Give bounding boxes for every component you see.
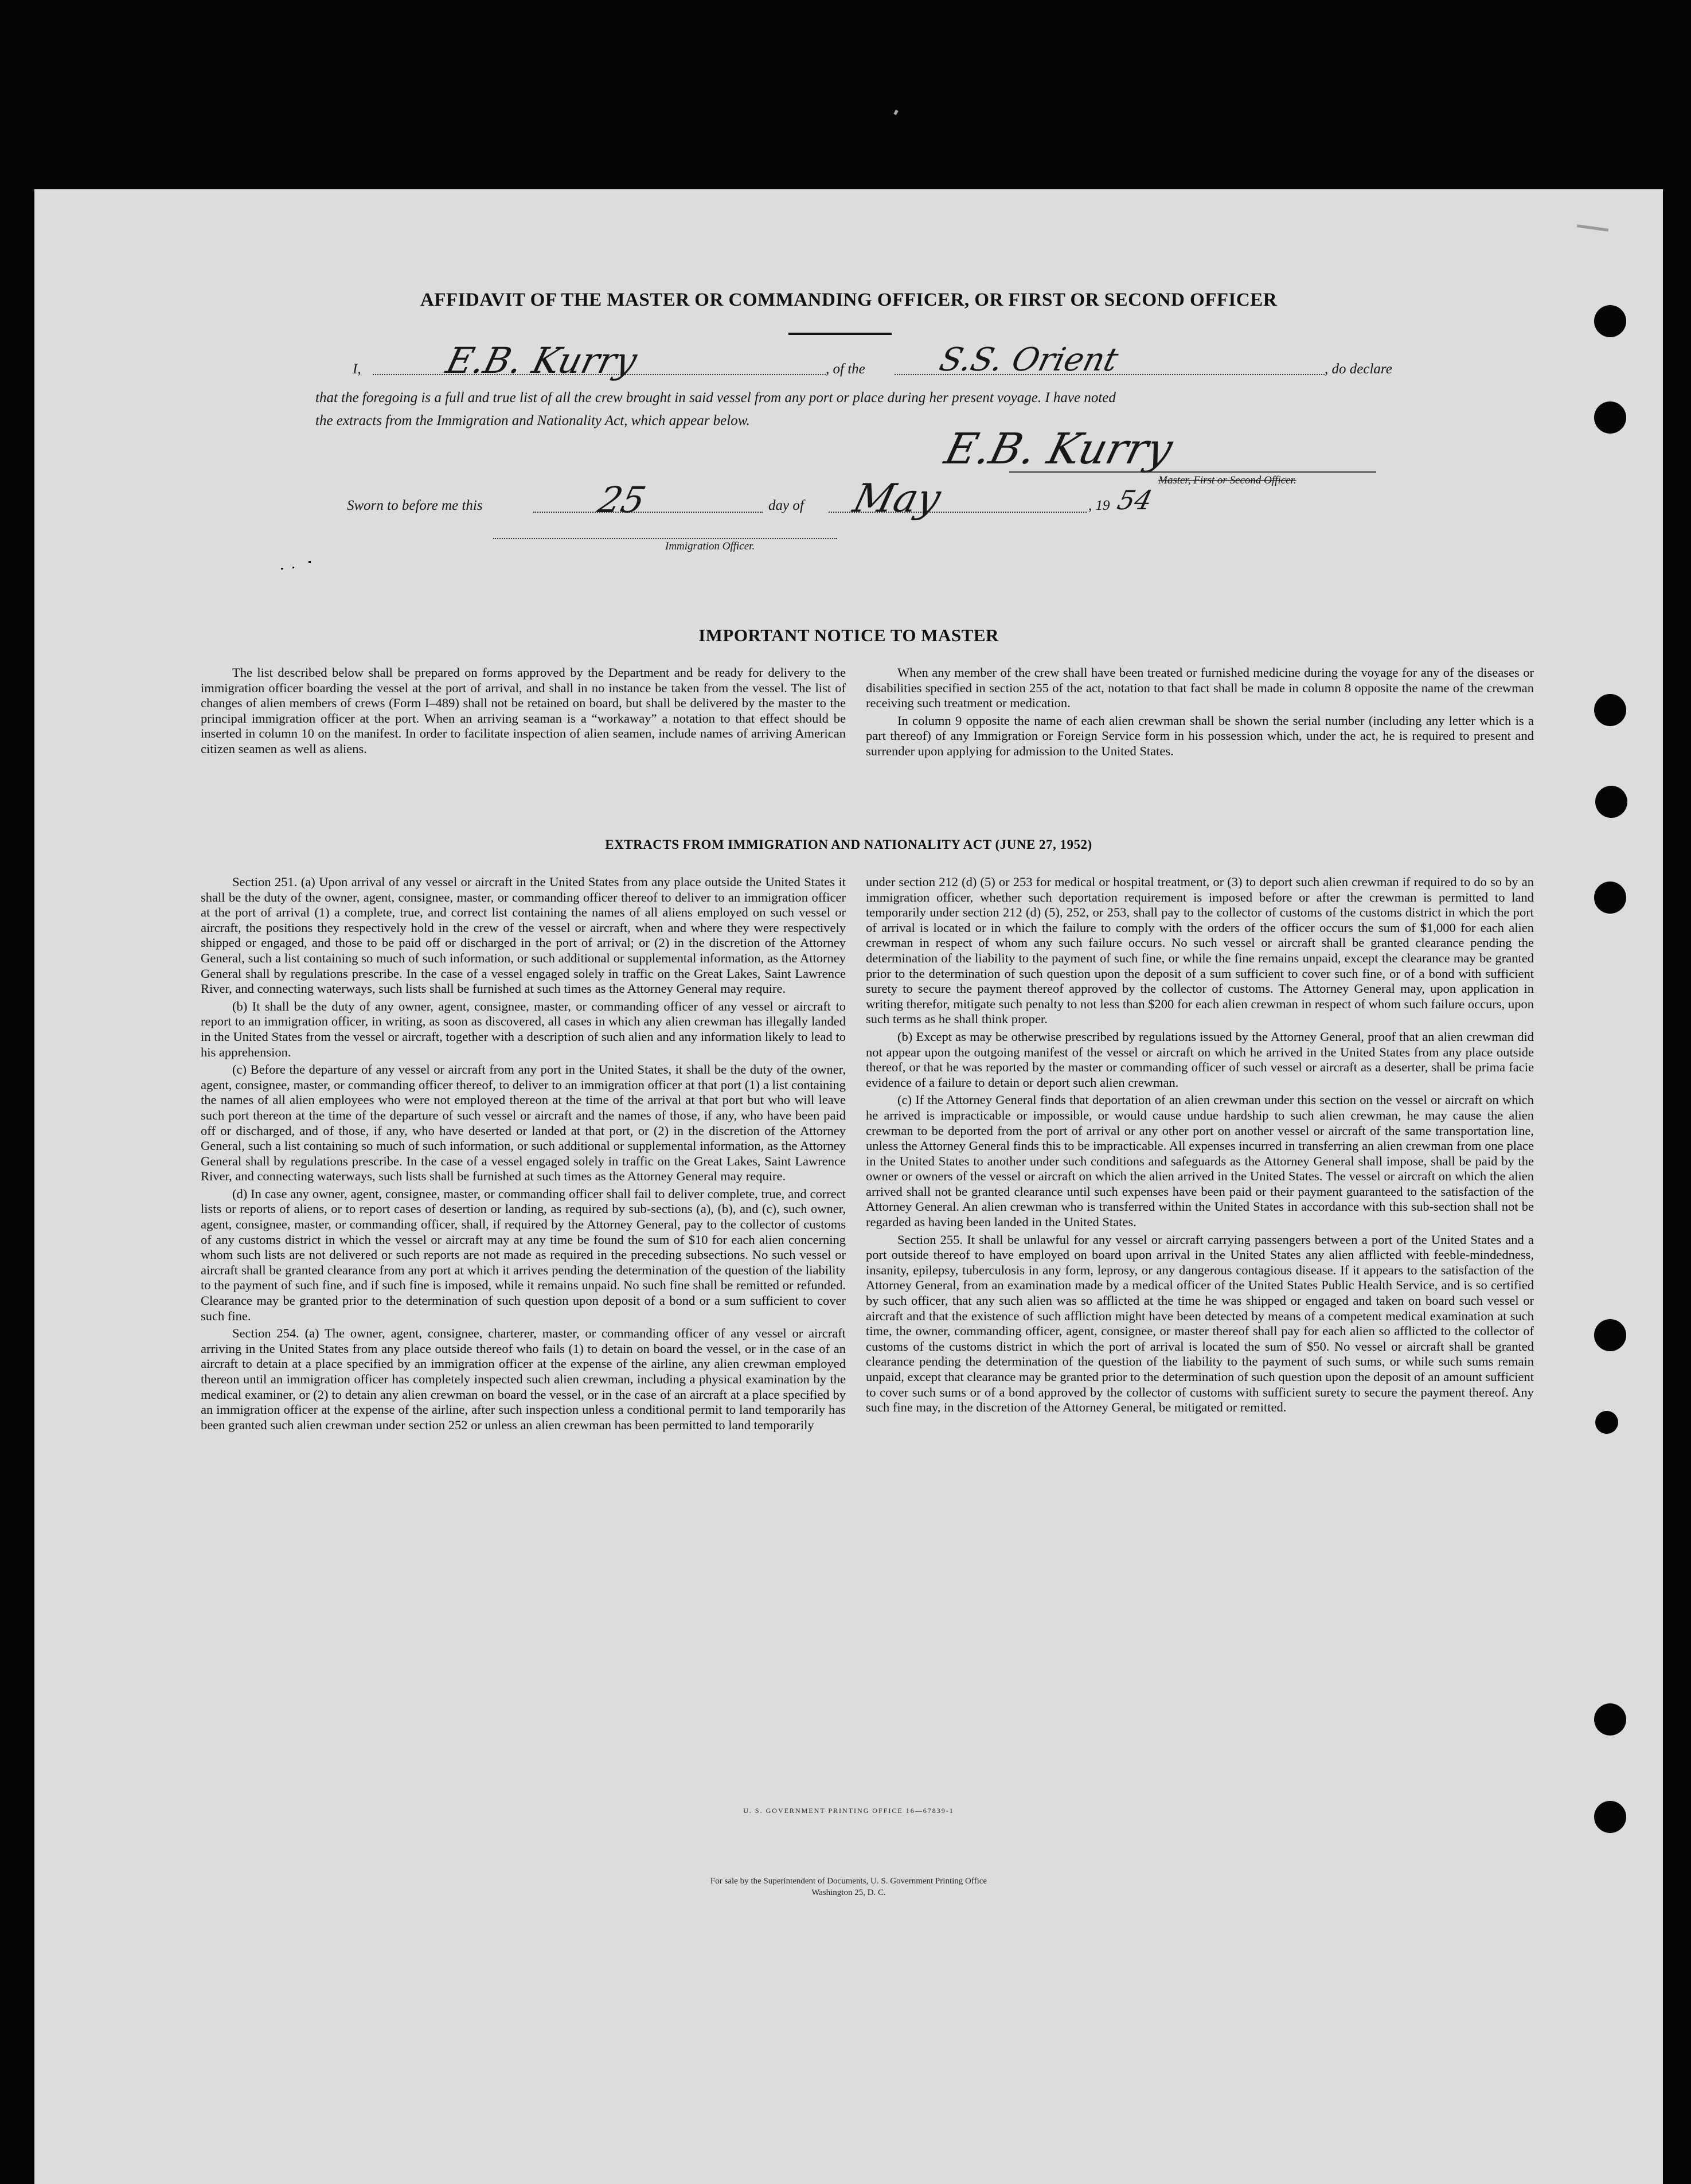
sale-imprint [34,1875,1663,1898]
i-label: I, [353,361,361,377]
notice-left-column [201,665,846,759]
extract-paragraph: (c) If the Attorney General finds that deportation of an alien crewman under this section on the vessel or aircraft on which he arrived is impracticable or impossible, or would cause undue hardship to such alien crewman, he may cause the alien crewman to be deported from the port of arrival or any other port on another vessel or aircraft of the same transportation line, unless the Attorney General finds this to be impracticable. All expenses incurred in transferring an alien crewman from one place in the United States to another under such conditions and safeguards as the Attorney General shall impose, shall be paid by the owner or owners of the vessel or aircraft on which the alien arrived in the United States. The vessel or aircraft on which the alien arrived shall not be granted clearance until such expenses have been paid or their payment guaranteed to the satisfaction of the Attorney General. An alien crewman who is transferred within the United States in accordance with this sub-section shall not be regarded as having been landed in the United States. [866,1093,1534,1230]
extracts-left-column [201,875,846,1435]
immigration-officer-line [493,538,837,539]
sworn-label: Sworn to before me this [347,498,483,513]
punch-hole [1594,1319,1626,1351]
notice-paragraph: In column 9 opposite the name of each alien crewman shall be shown the serial number (including any letter which is a part thereof) of any Immigration or Foreign Service form in his possession which, under the act, he is required to present and surrender upon applying for admission to the United States. [866,713,1534,758]
extract-paragraph: (c) Before the departure of any vessel or aircraft from any port in the United States, it shall be the duty of the owner, agent, consignee, master, or commanding officer thereof, to deliver to an immigration officer at that port (1) a list containing the names of all alien employees who were not employed thereon at the time of the arrival at that port but who will leave such port thereon at the time of the departure of such vessel or aircraft and the names of those, if any, who have been paid off or discharged, and of those, if any, who have deserted or landed at that port, or (2) in the discretion of the Attorney General, such a list containing so much of such information, or such additional or supplemental information, as the Attorney General shall by regulations prescribe. In the case of a vessel engaged solely in traffic on the Great Lakes, Saint Lawrence River, and connecting waterways, such lists shall be furnished at such times as the Attorney General may require. [201,1062,846,1184]
affidavit-title: AFFIDAVIT OF THE MASTER OR COMMANDING OFFICER, OR FIRST OR SECOND OFFICER [420,290,1278,310]
statement-line-1: that the foregoing is a full and true list of all the crew brought in said vessel from any port or place during her present voyage. I have noted [315,390,1116,405]
punch-hole [1594,1801,1626,1833]
extract-paragraph: (b) It shall be the duty of any owner, agent, consignee, master, or commanding officer of any vessel or aircraft to report to an immigration officer, in writing, as soon as discovered, all cases in which any alien crewman has illegally landed in the United States from the vessel or aircraft, together with a description of such alien and any information likely to lead to his apprehension. [201,999,846,1059]
notice-title: IMPORTANT NOTICE TO MASTER [698,625,999,645]
master-signature: E.B. Kurry [940,424,1178,474]
extract-paragraph: (d) In case any owner, agent, consignee, master, or commanding officer shall fail to deliver complete, true, and correct lists or reports of aliens, or to report cases of desertion or landing, as required by sub-sections (a), (b), and (c), such owner, agent, consignee, master, or commanding officer, shall, if required by the Attorney General, pay to the collector of customs of any customs district in which the vessel or aircraft may at any time be found the sum of $10 for each alien concerning whom such lists are not delivered or such reports are not made as required in the preceding subsections. No such vessel or aircraft shall be granted clearance from any port at which it arrives pending the determination of the question of the liability to the payment of such fine, and if such fine is imposed, while it remains unpaid. No such fine shall be remitted or refunded. Clearance may be granted prior to the determination of such question upon deposit of a bond or a sum sufficient to cover such fine. [201,1186,846,1323]
extracts-title: EXTRACTS FROM IMMIGRATION AND NATIONALITY ACT (JUNE 27, 1952) [605,837,1092,852]
month-handwritten: May [849,476,946,521]
extract-paragraph: Section 254. (a) The owner, agent, consignee, charterer, master, or commanding officer of any vessel or aircraft arriving in the United States from any place outside thereof who fails (1) to detain on board the vessel, or in the case of an aircraft to detain at a place specified by an immigration officer at the expense of the airline, any alien crewman employed thereon until an immigration officer has completely inspected such alien crewman, including a physical examination by the medical examiner, or (2) to detain any alien crewman on board the vessel, or in the case of an aircraft at a place specified by an immigration officer at the expense of the airline, after such inspection unless a conditional permit to land temporarily has been granted such alien crewman under section 252 or unless an alien crewman has been permitted to land temporarily [201,1326,846,1432]
day-field [533,512,763,513]
notice-paragraph: When any member of the crew shall have been treated or furnished medicine during the voyage for any of the diseases or disabilities specified in section 255 of the act, notation to that fact shall be made in column 8 opposite the name of the crewman receiving such treatment or medication. [866,665,1534,711]
extract-paragraph: (b) Except as may be otherwise prescribed by regulations issued by the Attorney General, proof that an alien crewman did not appear upon the outgoing manifest of the vessel or aircraft on which he arrived in the United States from any place outside thereof, or that he was reported by the master or commanding officer of such vessel or aircraft as a deserter, shall be prima facie evidence of a failure to detain or deport such alien crewman. [866,1029,1534,1090]
ink-speck [281,568,283,570]
year-prefix: , 19 [1088,498,1110,513]
immigration-officer-label: Immigration Officer. [665,540,755,552]
notice-right-column [866,665,1534,762]
gpo-imprint: U. S. GOVERNMENT PRINTING OFFICE 16—67839-1 [743,1807,954,1815]
title-rule [788,333,892,335]
scan-speck [893,110,898,115]
extract-paragraph: under section 212 (d) (5) or 253 for medical or hospital treatment, or (3) to deport such alien crewman if required to do so by an immigration officer, whether such deportation requirement is imposed before or after the crewman is permitted to land temporarily under section 212 (d) (5), 252, or 253, shall pay to the collector of customs of the customs district in which the port of arrival is located or in which the failure to comply with the orders of the officer occurs the sum of $1,000 for each alien crewman in respect of whom any such failure occurs. No such vessel or aircraft shall be granted clearance pending the determination of the liability to the payment of such fine, or while the fine remains unpaid, except the clearance may be granted prior to the determination of such question upon the deposit of a sum sufficient to cover such fine, or of a bond with sufficient surety to secure the payment thereof approved by the collector of customs. The Attorney General may, upon application in writing therefor, mitigate such penalty to not less than $200 for each alien crewman in respect of whom such failure occurs, upon such terms as he shall think proper. [866,875,1534,1027]
extracts-right-column [866,875,1534,1418]
day-of-label: day of [768,498,804,513]
notice-paragraph: The list described below shall be prepared on forms approved by the Department and be ready for delivery to the immigration officer boarding the vessel at the port of arrival, and shall in no instance be taken from the vessel. The list of changes of alien members of crews (Form I–489) shall not be retained on board, but shall be delivered by the master to the principal immigration officer at the port. When an arriving seaman is a “workaway” a notation to that effect should be inserted in column 10 on the manifest. In order to facilitate inspection of alien seamen, include names of arriving American citizen seamen as well as aliens. [201,665,846,756]
punch-hole [1595,1411,1618,1434]
punch-hole [1594,882,1626,914]
extract-paragraph: Section 255. It shall be unlawful for any vessel or aircraft carrying passengers between a port of the United States and a port outside thereof to have employed on board upon arrival in the United States any alien afflicted with feeble-mindedness, insanity, epilepsy, tuberculosis in any form, leprosy, or any dangerous contagious disease. If it appears to the satisfaction of the Attorney General, from an examination made by a medical officer of the United States Public Health Service, and is so certified by such officer, that any such alien was so afflicted at the time he was shipped or engaged and taken on board such vessel or aircraft and that the existence of such affliction might have been detected by means of a competent medical examination at such time, the owner, commanding officer, agent, consignee, or master thereof shall pay for each alien so afflicted to the collector of customs of the customs district in which the port of arrival is located the sum of $50. No vessel or aircraft shall be granted clearance pending the determination of the question of the liability to the payment of such sums, or while such sums remain unpaid, except that clearance may be granted prior to the determination of such question upon the deposit of an amount sufficient to cover such sums or of a bond approved by the collector of customs with sufficient surety to secure the payment thereof. Any such fine may, in the discretion of the Attorney General, be mitigated or remitted. [866,1232,1534,1415]
ink-speck [308,561,311,563]
master-title-struck: Master, First or Second Officer. [1158,474,1296,486]
year-handwritten: 54 [1114,485,1156,516]
punch-hole [1594,694,1626,726]
master-name-signature: E.B. Kurry [442,340,642,381]
punch-hole [1594,1703,1626,1735]
do-declare-label: , do declare [1325,361,1392,377]
affidavit-form-page [34,189,1663,2184]
of-the-label: , of the [826,361,865,377]
day-handwritten: 25 [593,479,650,521]
sale-line-1: For sale by the Superintendent of Documents, U. S. Government Printing Office [710,1877,987,1886]
ink-speck [292,567,294,568]
extract-paragraph: Section 251. (a) Upon arrival of any vessel or aircraft in the United States from any place outside the United States it shall be the duty of the owner, agent, consignee, master, or commanding officer thereof to deliver to an immigration officer at the port of arrival (1) a complete, true, and correct list containing the names of all aliens employed on such vessel or aircraft, the positions they respectively hold in the crew of the vessel or aircraft, when and where they were respectively shipped or engaged, and those to be paid off or discharged in the port of arrival; or (2) in the discretion of the Attorney General, such a list containing so much of such information, or such additional or supplemental information, as the Attorney General shall by regulations prescribe. In the case of a vessel engaged solely in traffic on the Great Lakes, Saint Lawrence River, and connecting waterways, such lists shall be furnished at such times as the Attorney General may require. [201,875,846,996]
punch-hole [1594,401,1626,434]
sale-line-2: Washington 25, D. C. [811,1888,886,1897]
statement-line-2: the extracts from the Immigration and Nationality Act, which appear below. [315,413,750,428]
punch-hole [1595,786,1627,818]
master-signature-line [1009,471,1376,473]
vessel-name-handwritten: S.S. Orient [935,341,1122,379]
